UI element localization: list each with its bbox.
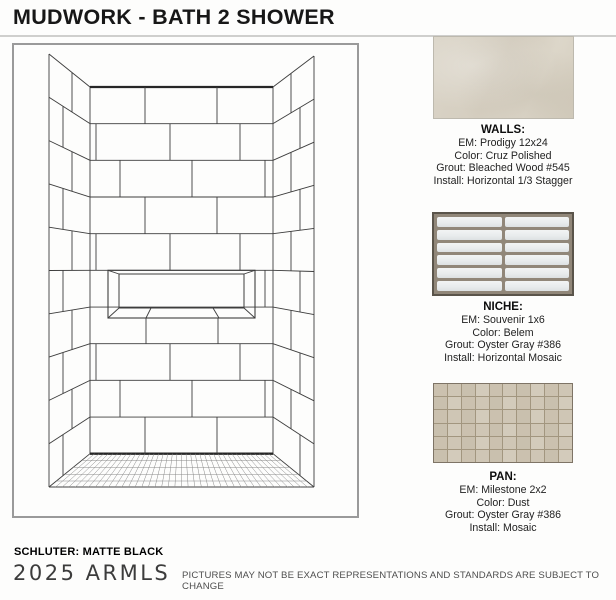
spec-card-walls	[405, 36, 601, 188]
spec-heading-pan: PAN:	[489, 471, 517, 483]
walls-swatch-image	[433, 36, 574, 119]
schluter-note: SCHLUTER: MATTE BLACK	[14, 546, 164, 558]
spec-line: EM: Prodigy 12x24	[458, 137, 548, 149]
spec-line: Color: Dust	[476, 496, 530, 509]
spec-line: Color: Cruz Polished	[454, 149, 552, 162]
spec-card-niche	[405, 212, 601, 365]
spec-line: Color: Belem	[472, 326, 534, 339]
page-title: MUDWORK - BATH 2 SHOWER	[13, 5, 335, 29]
armls-watermark: 2025 ARMLS	[13, 561, 171, 585]
spec-line: Grout: Oyster Gray #386	[445, 339, 561, 352]
spec-line: Grout: Oyster Gray #386	[445, 509, 561, 522]
spec-line: Grout: Bleached Wood #545	[436, 162, 570, 175]
spec-line: Install: Mosaic	[469, 522, 537, 535]
disclaimer-text: PICTURES MAY NOT BE EXACT REPRESENTATIONS AND STANDARDS ARE SUBJECT TO CHANGE	[182, 570, 600, 592]
pan-swatch-image	[433, 383, 573, 463]
spec-card-pan	[405, 383, 601, 535]
spec-line: Install: Horizontal Mosaic	[444, 352, 562, 365]
spec-line: EM: Souvenir 1x6	[461, 314, 545, 326]
spec-line: Install: Horizontal 1/3 Stagger	[433, 175, 573, 188]
spec-heading-niche: NICHE:	[483, 301, 523, 313]
niche-swatch-image	[432, 212, 574, 296]
spec-line: EM: Milestone 2x2	[459, 484, 547, 496]
spec-heading-walls: WALLS:	[480, 124, 526, 136]
